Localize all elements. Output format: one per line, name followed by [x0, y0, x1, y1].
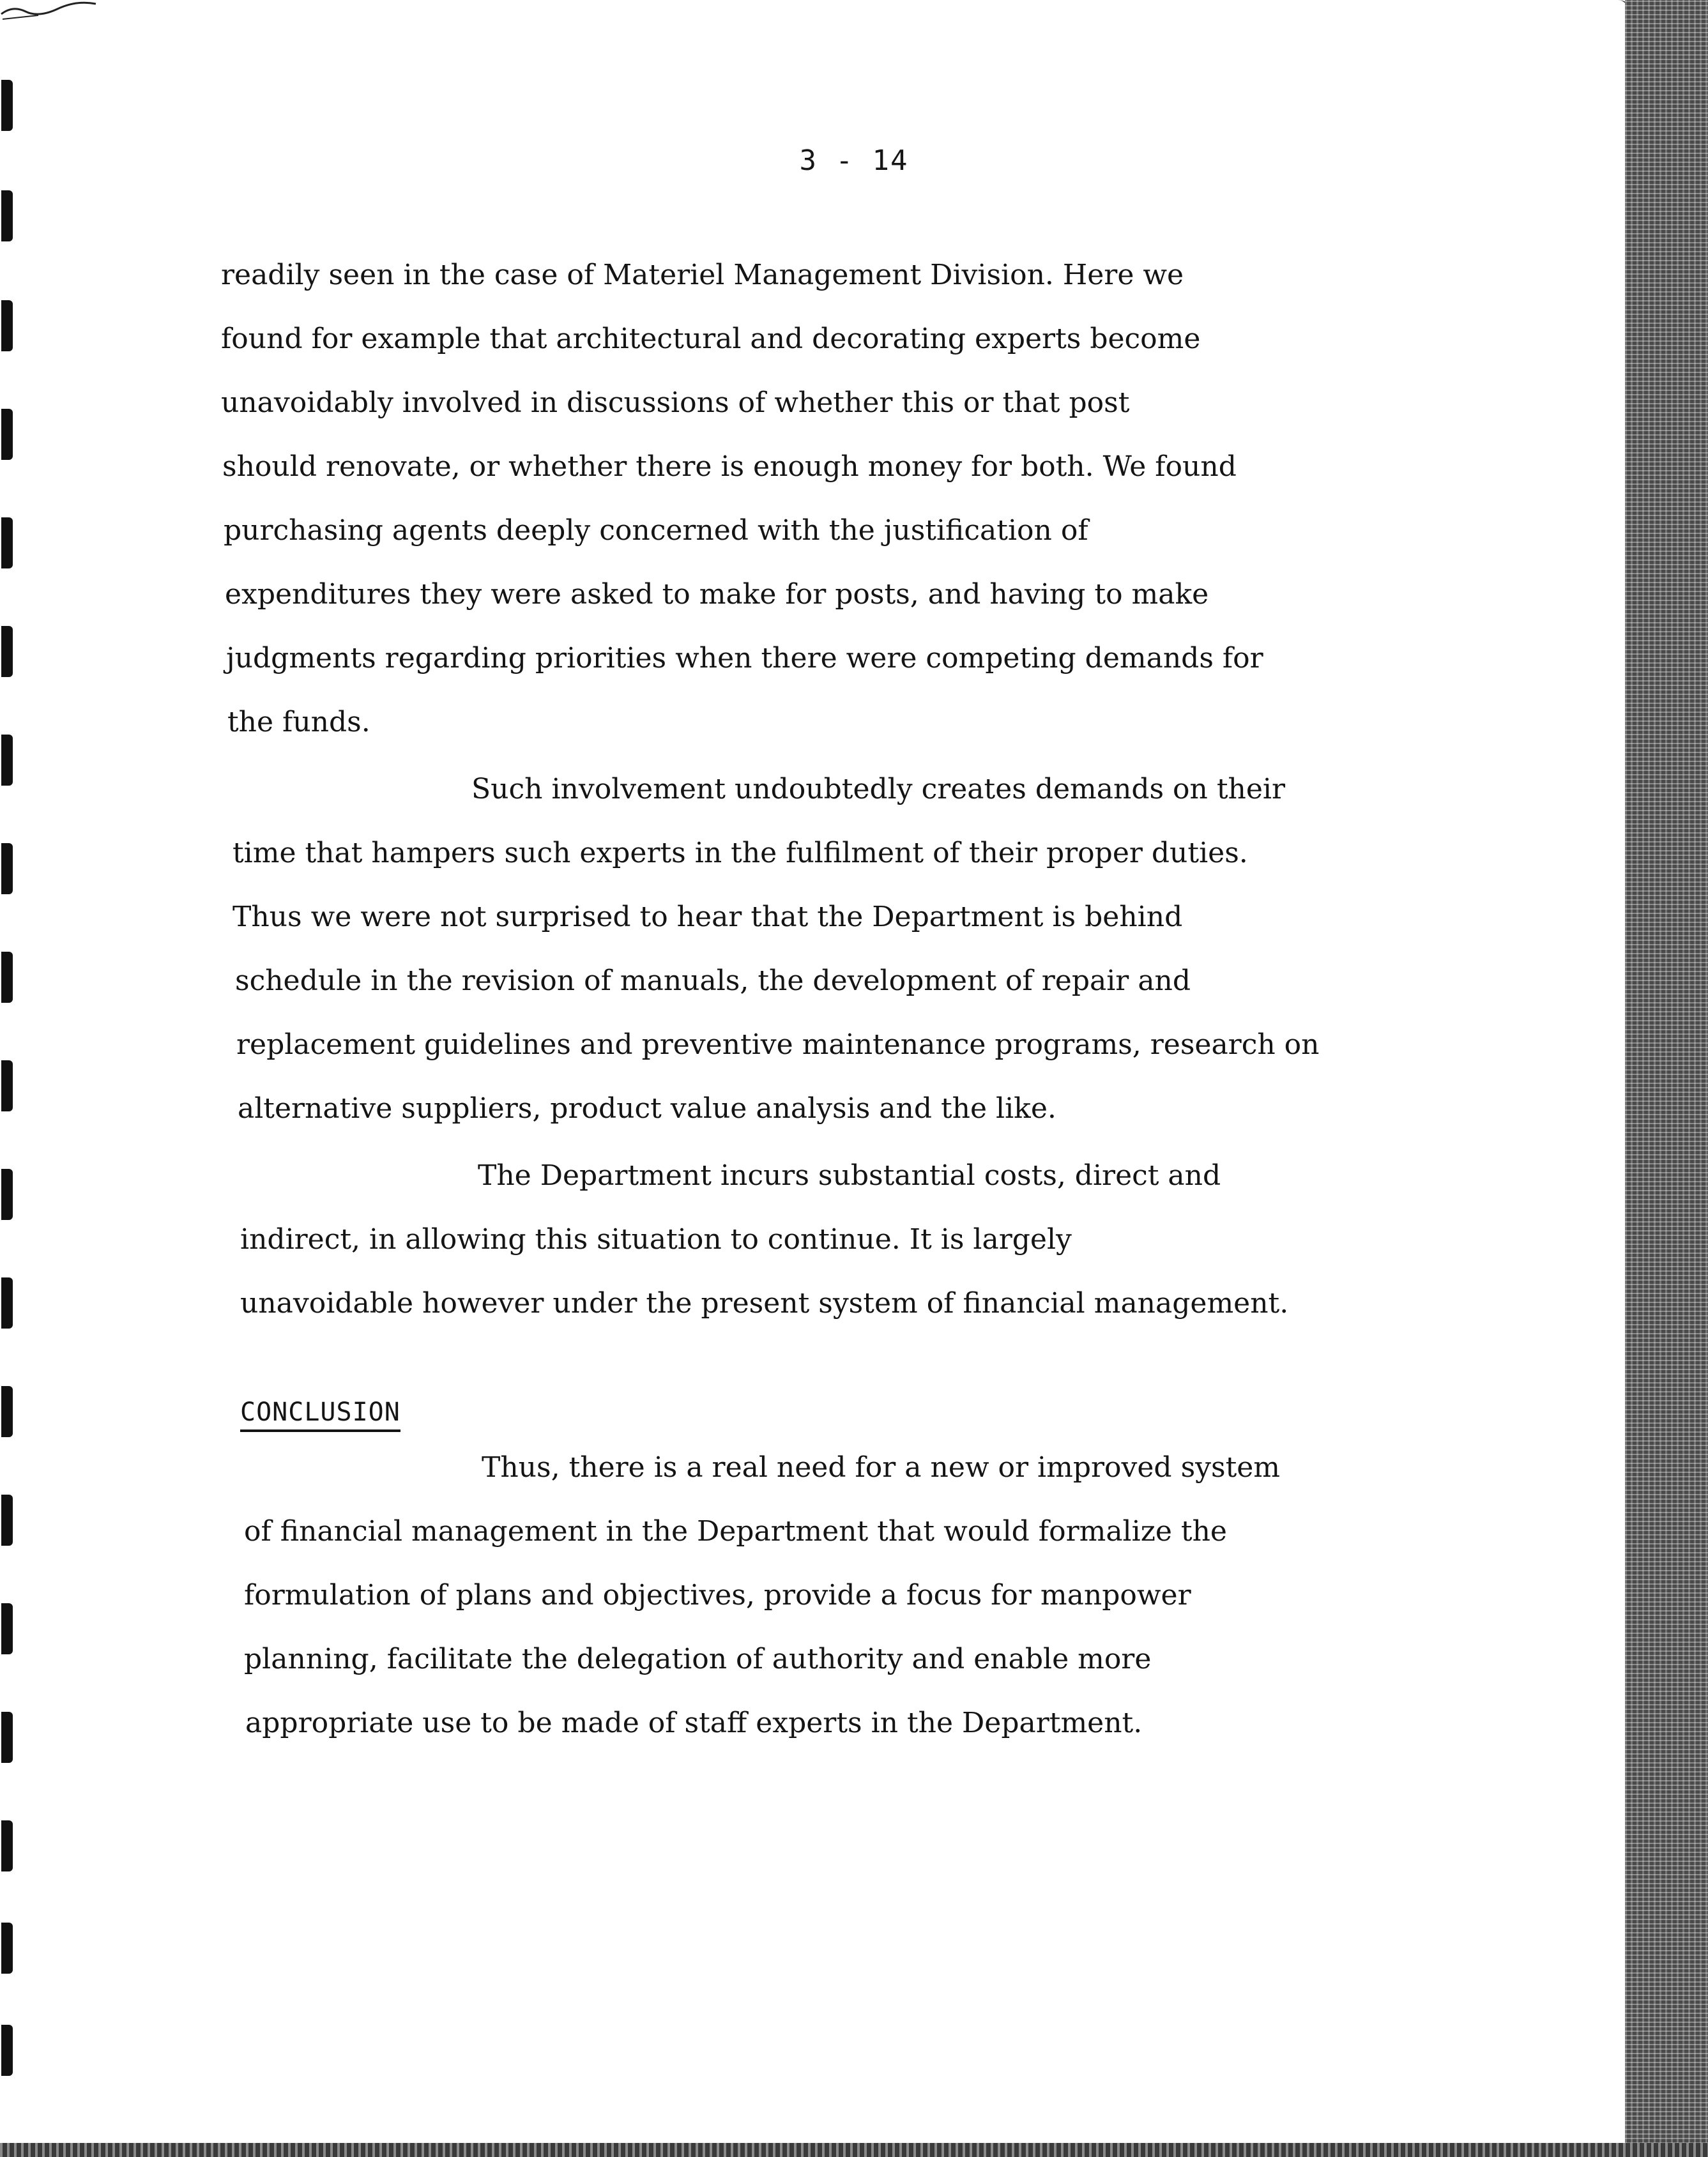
text-line: unavoidable however under the present system of financial management. — [240, 1287, 1289, 1320]
section-heading-conclusion: CONCLUSION — [240, 1398, 400, 1432]
text-line: alternative suppliers, product value analysis and the like. — [238, 1092, 1056, 1125]
binder-hole — [1, 190, 13, 241]
page-number: 3 - 14 — [799, 144, 909, 177]
text-line: readily seen in the case of Materiel Management Division. Here we — [221, 259, 1184, 291]
text-line: The Department incurs substantial costs, direct and — [478, 1159, 1221, 1192]
binder-hole — [1, 1060, 13, 1111]
text-line: Such involvement undoubtedly creates demands on their — [471, 773, 1286, 805]
binder-hole — [1, 626, 13, 677]
text-line: unavoidably involved in discussions of whether this or that post — [221, 386, 1130, 419]
text-line: the funds. — [227, 706, 370, 738]
binder-holes — [0, 0, 26, 2157]
binder-hole — [1, 1820, 13, 1871]
page-bottom-edge — [0, 2143, 1708, 2157]
text-line: indirect, in allowing this situation to continue. It is largely — [240, 1223, 1072, 1256]
text-line: time that hampers such experts in the fulfilment of their proper duties. — [233, 837, 1248, 869]
binder-hole — [1, 1923, 13, 1974]
text-line: formulation of plans and objectives, provide a focus for manpower — [244, 1579, 1191, 1612]
text-line: schedule in the revision of manuals, the development of repair and — [235, 964, 1191, 997]
text-line: should renovate, or whether there is enough money for both. We found — [222, 450, 1237, 483]
binder-hole — [1, 1495, 13, 1546]
binder-hole — [1, 843, 13, 894]
binder-hole — [1, 1712, 13, 1763]
binder-hole — [1, 1603, 13, 1654]
text-line: expenditures they were asked to make for posts, and having to make — [225, 578, 1209, 611]
text-line: planning, facilitate the delegation of authority and enable more — [244, 1643, 1152, 1675]
text-line: judgments regarding priorities when there were competing demands for — [226, 642, 1263, 675]
binder-hole — [1, 517, 13, 568]
text-line: Thus, there is a real need for a new or improved system — [482, 1451, 1281, 1484]
binder-hole — [1, 409, 13, 460]
binder-hole — [1, 1277, 13, 1329]
text-line: purchasing agents deeply concerned with the justification of — [224, 514, 1088, 547]
binder-hole — [1, 1386, 13, 1437]
binder-hole — [1, 1169, 13, 1220]
binder-hole — [1, 2025, 13, 2076]
page-right-edge — [1625, 0, 1708, 2157]
text-line: of financial management in the Department that would formalize the — [244, 1515, 1227, 1548]
text-line: replacement guidelines and preventive maintenance programs, research on — [236, 1028, 1320, 1061]
text-line: appropriate use to be made of staff experts in the Department. — [245, 1707, 1143, 1739]
binder-hole — [1, 952, 13, 1003]
text-line: found for example that architectural and decorating experts become — [221, 323, 1201, 355]
text-line: Thus we were not surprised to hear that the Department is behind — [233, 901, 1183, 933]
binder-hole — [1, 735, 13, 786]
binder-hole — [1, 80, 13, 131]
binder-hole — [1, 300, 13, 351]
